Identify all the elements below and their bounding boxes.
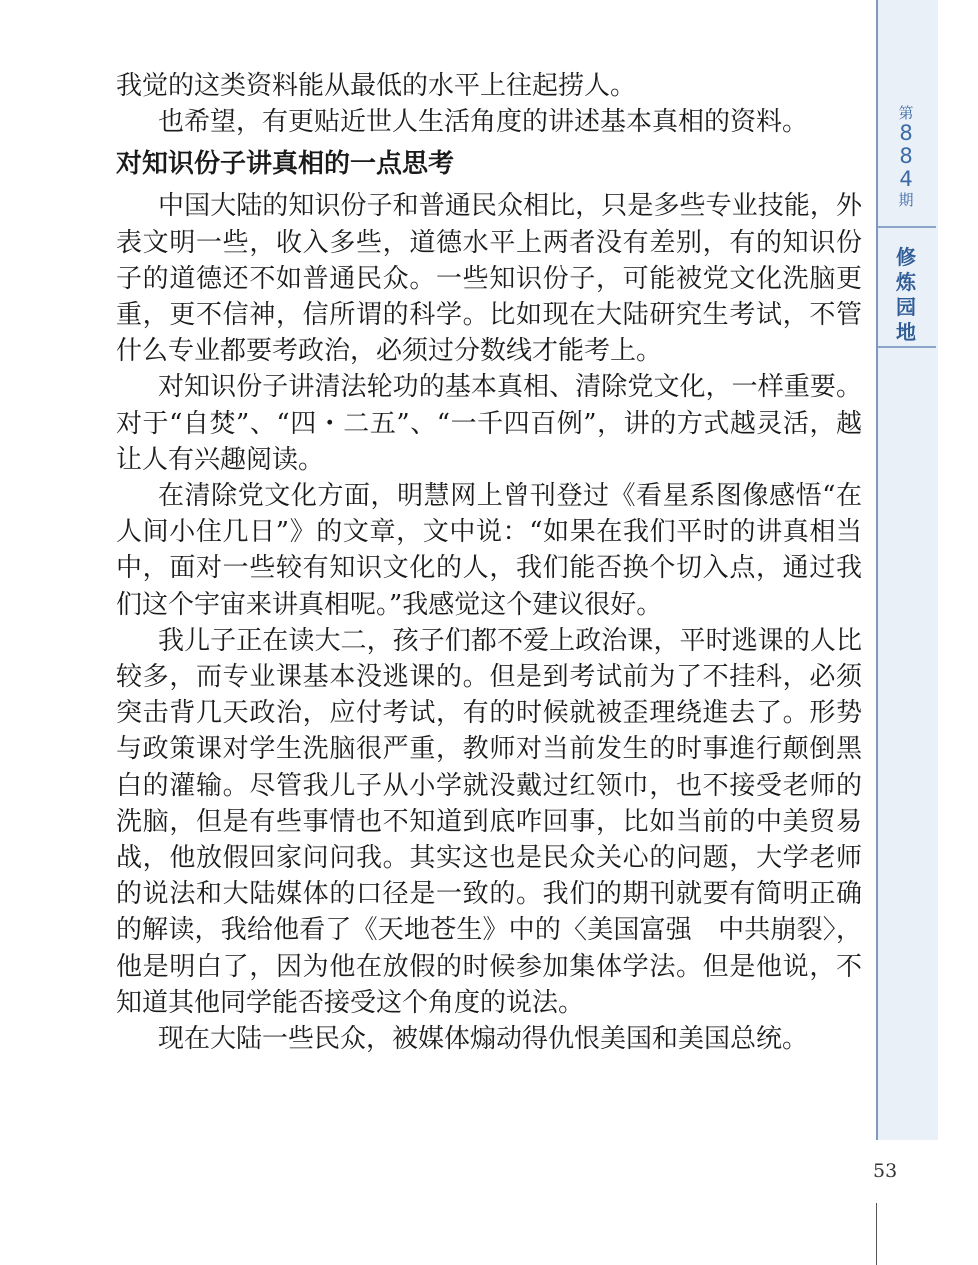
section-title — [876, 245, 936, 345]
paragraph: 我儿子正在读大二，孩子们都不爱上政治课，平时逃课的人比较多，而专业课基本没逃课的。但是到考试前为了不挂科，必须突击背几天政治，应付考试，有的时候就被歪理绕進去了。形势与政策课对学生洗脑很严重，教师对当前发生的时事進行颠倒黑白的灌输。尽管我儿子从小学就没戴过红领巾，也不接受老师的洗脑，但是有些事情也不知道到底咋回事，比如当前的中美贸易战，他放假回家问问我。其实这也是民众关心的问题，大学老师的说法和大陆媒体的口径是一致的。我们的期刊就要有简明正确的解读，我给他看了《天地苍生》中的〈美国富强 中共崩裂〉，他是明白了，因为他在放假的时候参加集体学法。但是他说，不知道其他同学能否接受这个角度的说法。 — [116, 625, 862, 1018]
section-char: 修 — [896, 245, 916, 269]
continued-paragraph: 也希望，有更贴近世人生活角度的讲述基本真相的资料。 — [158, 107, 809, 138]
issue-digit: 8 — [899, 121, 913, 145]
issue-digit: 4 — [899, 167, 913, 191]
sidebar-divider — [878, 346, 936, 348]
margin-rule — [876, 1203, 877, 1265]
continued-paragraph: 我觉的这类资料能从最低的水平上往起捞人。 — [116, 71, 637, 101]
issue-digit: 8 — [899, 144, 913, 168]
section-char: 地 — [896, 320, 916, 344]
paragraph: 现在大陆一些民众，被媒体煽动得仇恨美国和美国总统。 — [158, 1024, 809, 1055]
sidebar-divider — [878, 226, 936, 228]
paragraph: 在清除党文化方面，明慧网上曾刊登过《看星系图像感悟“在人间小住几日”》的文章，文中说：“如果在我们平时的讲真相当中，面对一些较有知识文化的人，我们能否换个切入点，通过我们这个宇宙来讲真相呢。”我感觉这个建议很好。 — [116, 481, 862, 620]
issue-number — [876, 104, 936, 224]
page-number: 53 — [873, 1160, 898, 1182]
paragraph: 中国大陆的知识份子和普通民众相比，只是多些专业技能，外表文明一些，收入多些，道德水平上两者没有差别，有的知识份子的道德还不如普通民众。一些知识份子，可能被党文化洗脑更重，更不信神，信所谓的科学。比如现在大陆研究生考试，不管什么专业都要考政治，必须过分数线才能考上。 — [116, 191, 862, 367]
section-char: 园 — [896, 295, 916, 319]
paragraph: 对知识份子讲清法轮功的基本真相、清除党文化，一样重要。对于“自焚”、“四・二五”、“一千四百例”，讲的方式越灵活，越让人有兴趣阅读。 — [116, 372, 862, 475]
issue-suffix: 期 — [898, 191, 914, 209]
section-char: 炼 — [896, 270, 916, 294]
section-heading: 对知识份子讲真相的一点思考 — [116, 149, 455, 180]
issue-prefix: 第 — [898, 104, 914, 122]
article-body — [116, 68, 862, 1057]
